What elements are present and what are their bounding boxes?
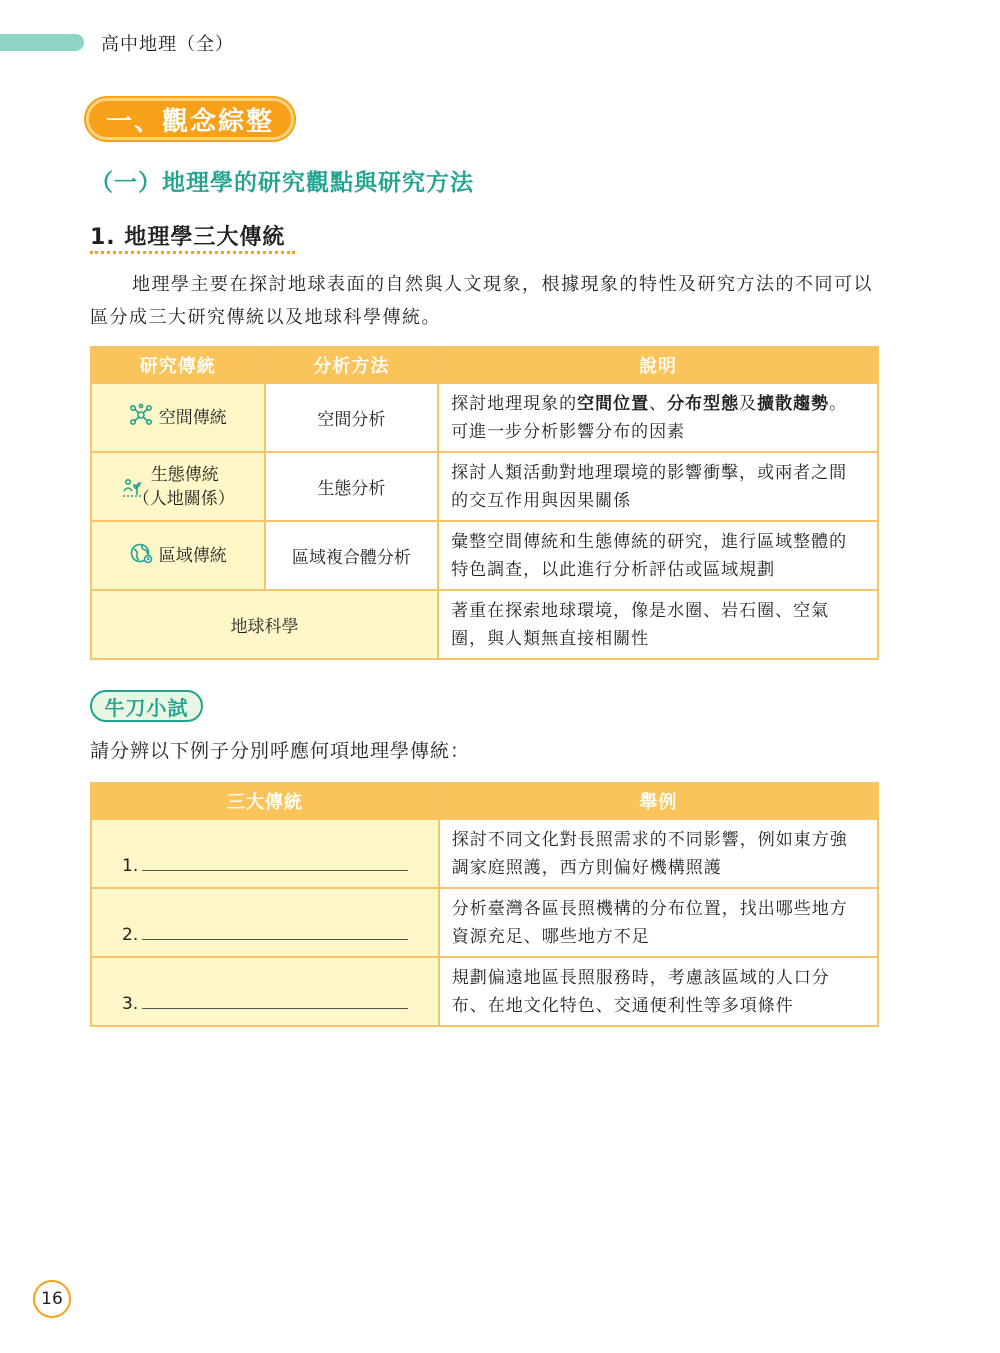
point-title: 1. 地理學三大傳統 (90, 225, 286, 250)
network-icon (129, 403, 153, 427)
tradition-cell (91, 521, 265, 590)
table-row (91, 888, 878, 957)
header-accent-bar (0, 34, 84, 51)
table-row (91, 590, 878, 659)
description-cell: 彙整空間傳統和生態傳統的研究，進行區域整體的特色調查，以此進行分析評估或區域規劃 (438, 521, 878, 590)
method-cell: 生態分析 (265, 452, 439, 521)
column-header: 舉例 (439, 783, 878, 819)
example-cell: 探討不同文化對長照需求的不同影響，例如東方強調家庭照護，西方則偏好機構照護 (439, 819, 878, 888)
answer-number: 2. (122, 925, 139, 945)
answer-blank-line[interactable] (142, 993, 408, 1009)
desc-text: 、 (649, 393, 668, 414)
answer-number: 3. (122, 994, 139, 1014)
tradition-cell (91, 452, 265, 521)
quiz-table (90, 782, 879, 1027)
column-header: 分析方法 (265, 347, 439, 383)
header-title: 高中地理（全） (101, 34, 234, 55)
section-title: 一、觀念綜整 (86, 98, 294, 140)
keyword-diffusion-trend: 擴散趨勢 (757, 393, 830, 414)
globe-icon (129, 541, 153, 565)
quiz-label: 牛刀小試 (90, 690, 203, 722)
keyword-distribution-pattern: 分布型態 (667, 393, 740, 414)
answer-blank-line[interactable] (142, 924, 408, 940)
description-cell: 著重在探索地球環境，像是水圈、岩石圈、空氣圈，與人類無直接相關性 (438, 590, 878, 659)
method-cell: 空間分析 (265, 383, 439, 452)
desc-text: 。可進一步分析影響分布的因素 (451, 393, 848, 442)
table-row (91, 819, 878, 888)
page-number: 16 (33, 1280, 71, 1318)
description-cell (438, 383, 878, 452)
subsection-title: （一）地理學的研究觀點與研究方法 (90, 170, 474, 196)
keyword-spatial-location: 空間位置 (577, 393, 650, 414)
table-header-row (91, 783, 878, 819)
desc-text: 探討地理現象的 (451, 393, 578, 414)
example-cell: 分析臺灣各區長照機構的分布位置，找出哪些地方資源充足、哪些地方不足 (439, 888, 878, 957)
tradition-cell (91, 383, 265, 452)
tradition-label: 空間傳統 (158, 407, 227, 428)
tradition-label: 生態傳統 (150, 464, 219, 485)
quiz-prompt: 請分辨以下例子分別呼應何項地理學傳統： (90, 740, 471, 762)
tradition-cell: 地球科學 (91, 590, 438, 659)
point-underline (90, 251, 295, 254)
example-cell: 規劃偏遠地區長照服務時，考慮該區域的人口分布、在地文化特色、交通便利性等多項條件 (439, 957, 878, 1026)
table-row (91, 383, 878, 452)
table-row (91, 957, 878, 1026)
traditions-table (90, 346, 879, 660)
table-header-row (91, 347, 878, 383)
column-header: 三大傳統 (91, 783, 439, 819)
desc-text: 及 (739, 393, 758, 414)
intro-paragraph: 地理學主要在探討地球表面的自然與人文現象，根據現象的特性及研究方法的不同可以區分成三大研究傳統以及地球科學傳統。 (90, 274, 873, 328)
column-header: 說明 (438, 347, 878, 383)
answer-cell[interactable] (91, 888, 439, 957)
answer-cell[interactable] (91, 819, 439, 888)
table-row (91, 521, 878, 590)
answer-number: 1. (122, 856, 139, 876)
description-cell: 探討人類活動對地理環境的影響衝擊，或兩者之間的交互作用與因果關係 (438, 452, 878, 521)
table-row (91, 452, 878, 521)
tradition-label: 區域傳統 (158, 545, 227, 566)
method-cell: 區域複合體分析 (265, 521, 439, 590)
tradition-sublabel: （人地關係） (132, 488, 235, 509)
answer-cell[interactable] (91, 957, 439, 1026)
answer-blank-line[interactable] (142, 855, 408, 871)
column-header: 研究傳統 (91, 347, 265, 383)
